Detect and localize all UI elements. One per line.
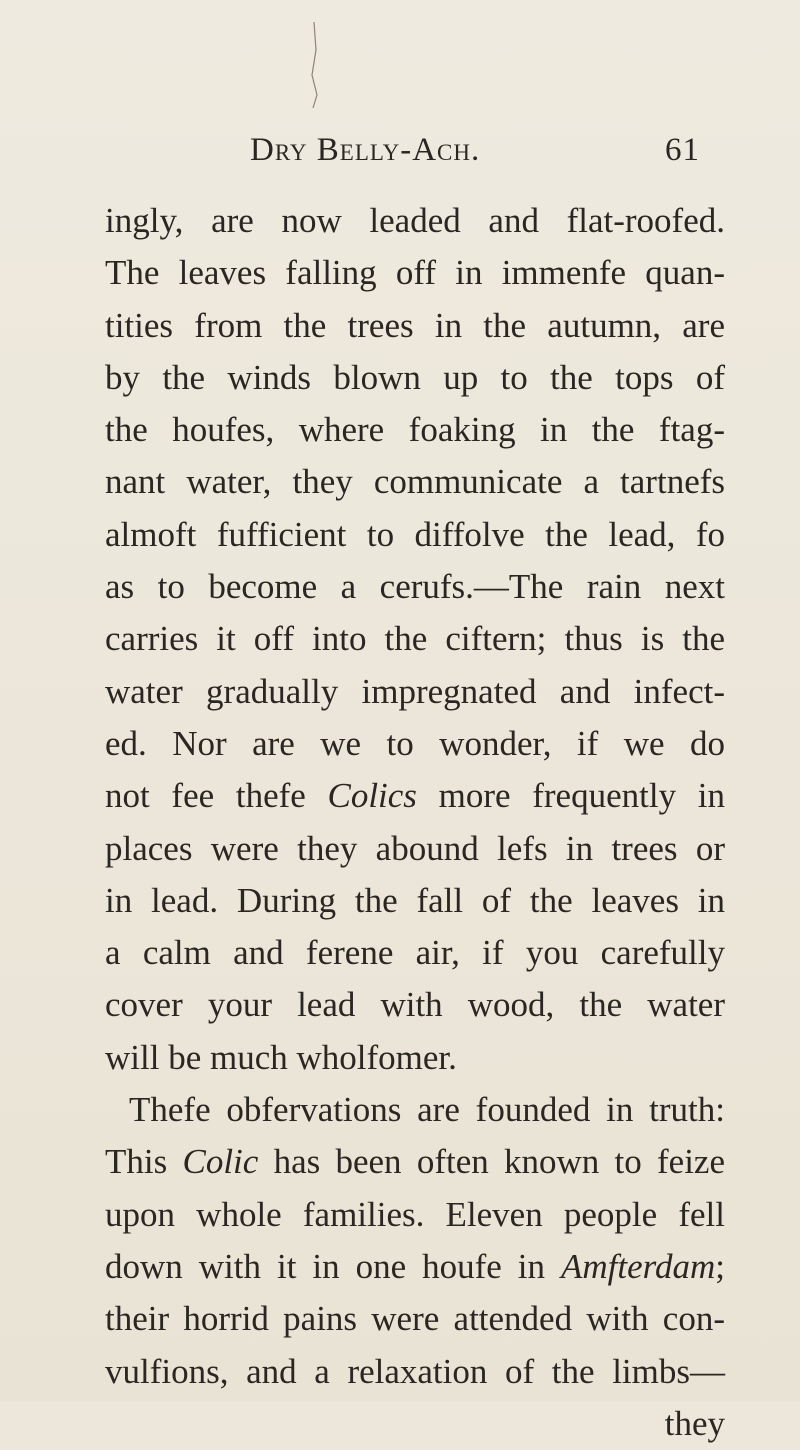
text-line: almoft fufficient to diffolve the lead, fo	[105, 514, 725, 554]
text-line: a calm and ferene air, if you carefully	[105, 933, 725, 973]
catchword: they	[664, 1403, 725, 1443]
italic-word: Colic	[182, 1142, 259, 1182]
text-line: as to become a cerufs.—The rain next	[105, 567, 725, 607]
page-header	[250, 132, 710, 172]
text-line: water gradually impregnated and infect-	[105, 671, 725, 711]
text-line: the houfes, where foaking in the ftag-	[105, 410, 725, 450]
text-line: The leaves falling off in immenfe quan-	[105, 253, 725, 293]
text-line: vulfions, and a relaxation of the limbs—	[105, 1351, 725, 1391]
text-line: by the winds blown up to the tops of	[105, 357, 725, 397]
text-line-colics: not fee thefe Colics more frequently in	[105, 776, 725, 816]
text-line: nant water, they communicate a tartnefs	[105, 462, 725, 502]
text-line: carries it off into the ciftern; thus is the	[105, 619, 725, 659]
italic-word: Amfterdam	[561, 1246, 716, 1286]
text-line: ed. Nor are we to wonder, if we do	[105, 723, 725, 763]
running-head	[250, 132, 480, 169]
text-line: Thefe obfervations are founded in truth:	[129, 1090, 725, 1130]
body-text	[105, 195, 725, 1450]
text-line: in lead. During the fall of the leaves in	[105, 880, 725, 920]
text-line: will be much wholfomer.	[105, 1037, 457, 1077]
running-head-text: Dry Belly-Ach.	[250, 132, 481, 168]
text-line: tities from the trees in the autumn, are	[105, 305, 725, 345]
text-line: places were they abound lefs in trees or	[105, 828, 725, 868]
italic-word: Colics	[327, 776, 417, 816]
text-line: ingly, are now leaded and flat-roofed.	[105, 201, 725, 240]
ink-smudge-mark	[300, 20, 330, 110]
text-line: upon whole families. Eleven people fell	[105, 1194, 725, 1234]
text-line: cover your lead with wood, the water	[105, 985, 725, 1025]
text-line: their horrid pains were attended with con-	[105, 1299, 725, 1339]
text-line-colic: This Colic has been often known to feize	[105, 1142, 725, 1182]
page-number: 61	[665, 132, 700, 168]
text-line-amsterdam: down with it in one houfe in Amfterdam;	[105, 1246, 725, 1286]
